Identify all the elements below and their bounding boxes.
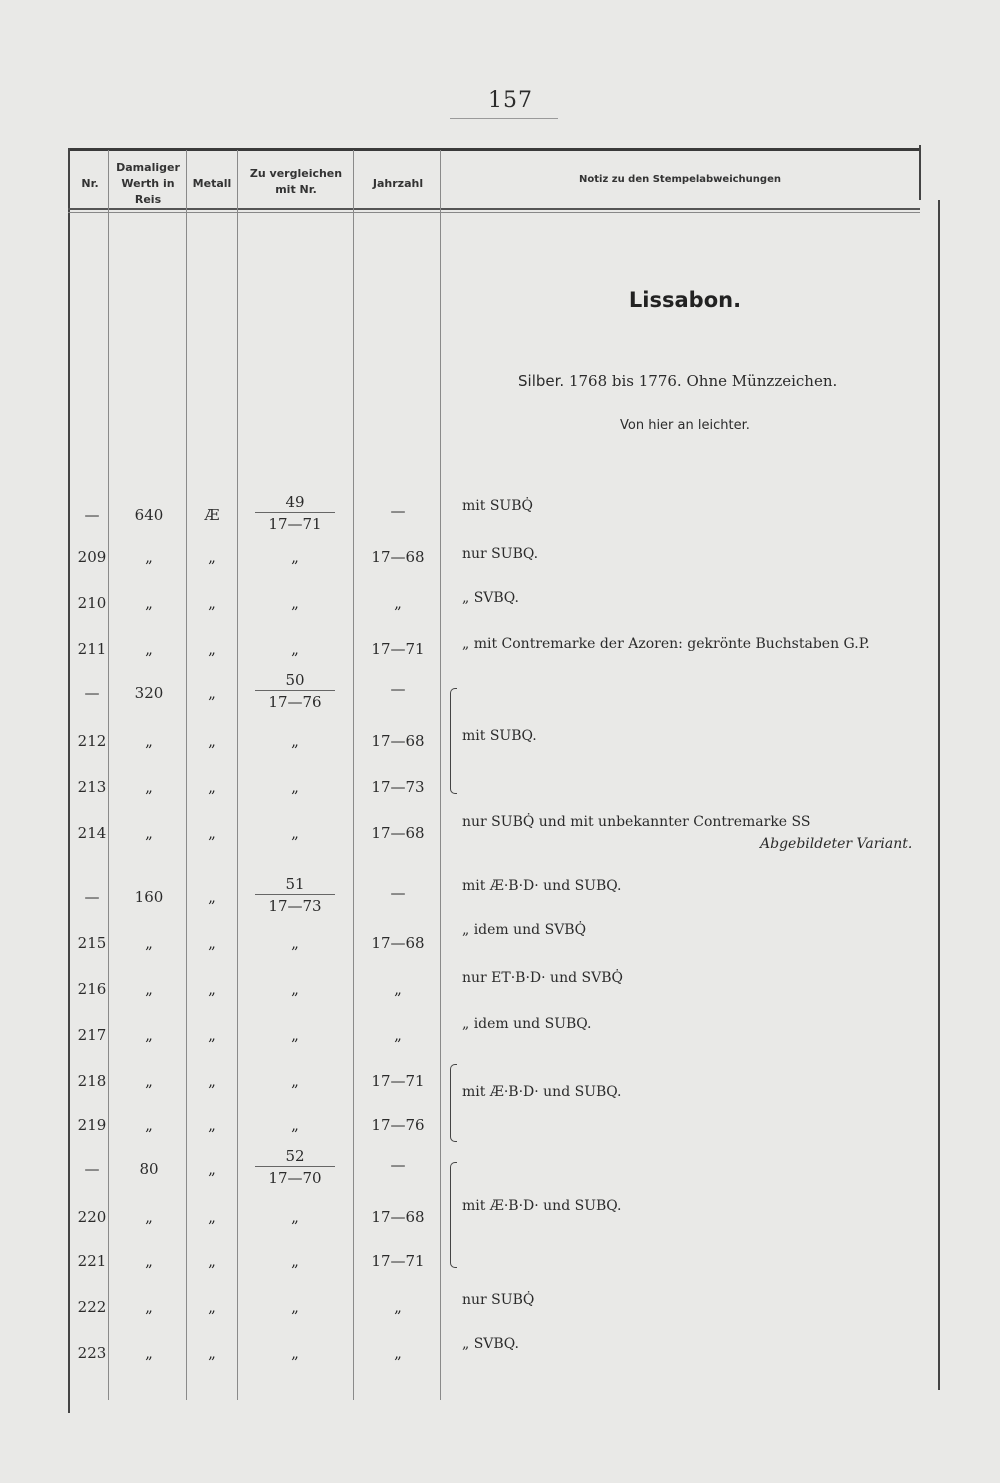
row-werth: 160	[134, 888, 164, 906]
weight-note: Von hier an leichter.	[620, 418, 750, 433]
table-left-rule	[68, 148, 70, 1413]
row-werth: „	[145, 1344, 153, 1362]
row-compare: „	[291, 640, 299, 658]
compare-number: 49	[255, 492, 335, 513]
row-werth: 320	[134, 684, 164, 702]
row-year: „	[394, 1298, 402, 1316]
bracket	[450, 1064, 457, 1142]
row-compare: „	[291, 1026, 299, 1044]
row-metall: „	[208, 1208, 216, 1226]
page-number: 157	[488, 88, 533, 113]
row-nr: 214	[77, 824, 107, 842]
header-werth	[110, 160, 186, 208]
table-right-rule	[938, 200, 940, 1390]
page-number-rule	[450, 118, 558, 119]
row-compare: „	[291, 824, 299, 842]
row-nr: —	[84, 1160, 100, 1178]
row-metall: „	[208, 1344, 216, 1362]
compare-number: 50	[255, 670, 335, 691]
row-compare: „	[291, 594, 299, 612]
row-compare: „	[291, 548, 299, 566]
compare-year: 17—76	[268, 693, 322, 711]
bracket	[450, 688, 457, 794]
row-werth: „	[145, 1298, 153, 1316]
row-werth: „	[145, 640, 153, 658]
row-compare-fraction	[240, 670, 350, 713]
table-right-rule	[919, 145, 921, 200]
row-nr: 209	[77, 548, 107, 566]
row-note: „ idem und SVBQ̇	[462, 922, 587, 938]
compare-year: 17—73	[268, 897, 322, 915]
row-compare: „	[291, 1298, 299, 1316]
row-metall: „	[208, 1116, 216, 1134]
row-note: mit SUBQ̇	[462, 498, 533, 514]
row-nr: 218	[77, 1072, 107, 1090]
row-nr: —	[84, 684, 100, 702]
row-year: 17—68	[371, 934, 425, 952]
compare-number: 52	[255, 1146, 335, 1167]
row-note: nur SUBQ̇ und mit unbekannter Contremarke SS	[462, 814, 811, 830]
row-nr: 222	[77, 1298, 107, 1316]
column-rule	[353, 150, 354, 1400]
row-werth: „	[145, 732, 153, 750]
row-metall: „	[208, 548, 216, 566]
header-divider	[68, 212, 920, 213]
row-nr: —	[84, 506, 100, 524]
row-year: 17—71	[371, 640, 425, 658]
row-werth: „	[145, 1072, 153, 1090]
header-werth-line1: Damaliger	[116, 161, 180, 174]
row-metall: „	[208, 824, 216, 842]
row-year: 17—71	[371, 1072, 425, 1090]
row-werth: „	[145, 548, 153, 566]
row-metall: „	[208, 1072, 216, 1090]
row-metall: „	[208, 684, 216, 702]
row-compare: „	[291, 1208, 299, 1226]
row-nr: 212	[77, 732, 107, 750]
row-year: —	[390, 1156, 406, 1174]
header-compare-line2: mit Nr.	[275, 183, 317, 196]
row-werth: 640	[134, 506, 164, 524]
header-werth-line2: Werth in Reis	[121, 177, 175, 206]
compare-year: 17—71	[268, 515, 322, 533]
row-metall: „	[208, 1252, 216, 1270]
row-year: 17—73	[371, 778, 425, 796]
row-werth: „	[145, 778, 153, 796]
row-year: 17—76	[371, 1116, 425, 1134]
row-werth: „	[145, 1252, 153, 1270]
row-year: —	[390, 502, 406, 520]
row-note: mit SUBQ.	[462, 728, 537, 744]
row-year: —	[390, 680, 406, 698]
header-compare-line1: Zu vergleichen	[249, 167, 343, 180]
header-nr: Nr.	[81, 177, 99, 190]
header-jahrzahl: Jahrzahl	[372, 177, 424, 190]
row-compare: „	[291, 1344, 299, 1362]
row-note: mit Æ·B·D· und SUBQ.	[462, 878, 622, 894]
row-nr: 215	[77, 934, 107, 952]
row-metall: „	[208, 594, 216, 612]
row-year: 17—68	[371, 548, 425, 566]
row-werth: „	[145, 1116, 153, 1134]
row-werth: „	[145, 1208, 153, 1226]
row-metall: „	[208, 778, 216, 796]
mint-note: Ohne Münzzeichen.	[686, 372, 838, 390]
row-year: 17—68	[371, 824, 425, 842]
row-note: mit Æ·B·D· und SUBQ.	[462, 1198, 622, 1214]
row-nr: 220	[77, 1208, 107, 1226]
row-nr: 223	[77, 1344, 107, 1362]
year-range: 1768 bis 1776.	[568, 372, 682, 390]
row-metall: „	[208, 640, 216, 658]
column-rule	[237, 150, 238, 1400]
row-year: „	[394, 1026, 402, 1044]
section-title: Lissabon.	[628, 288, 742, 312]
row-nr: 210	[77, 594, 107, 612]
row-werth: „	[145, 824, 153, 842]
row-metall: „	[208, 888, 216, 906]
compare-year: 17—70	[268, 1169, 322, 1187]
column-rule	[440, 150, 441, 1400]
row-compare: „	[291, 980, 299, 998]
row-year: „	[394, 980, 402, 998]
header-notiz: Notiz zu den Stempelabweichungen	[579, 174, 781, 185]
row-compare: „	[291, 1252, 299, 1270]
row-compare: „	[291, 1116, 299, 1134]
compare-number: 51	[255, 874, 335, 895]
row-note-italic: Abgebildeter Variant.	[760, 836, 913, 852]
row-nr: 213	[77, 778, 107, 796]
row-note: nur SUBQ̇	[462, 1292, 535, 1308]
metal-label: Silber.	[518, 372, 565, 390]
row-werth: 80	[139, 1160, 159, 1178]
row-werth: „	[145, 594, 153, 612]
row-note: nur SUBQ.	[462, 546, 539, 562]
row-year: „	[394, 1344, 402, 1362]
row-compare: „	[291, 1072, 299, 1090]
bracket	[450, 1162, 457, 1268]
row-werth: „	[145, 980, 153, 998]
row-metall: „	[208, 934, 216, 952]
row-note: „ SVBQ.	[462, 590, 519, 606]
row-nr: 221	[77, 1252, 107, 1270]
row-compare: „	[291, 778, 299, 796]
row-nr: 216	[77, 980, 107, 998]
column-rule	[186, 150, 187, 1400]
row-note: mit Æ·B·D· und SUBQ.	[462, 1084, 622, 1100]
row-compare: „	[291, 934, 299, 952]
row-nr: 217	[77, 1026, 107, 1044]
row-werth: „	[145, 1026, 153, 1044]
row-metall: „	[208, 1026, 216, 1044]
row-note: „ mit Contremarke der Azoren: gekrönte Buchstaben G.P.	[462, 636, 870, 652]
row-nr: —	[84, 888, 100, 906]
row-compare-fraction	[240, 1146, 350, 1189]
header-compare	[240, 166, 352, 198]
row-year: „	[394, 594, 402, 612]
header-metall: Metall	[192, 177, 232, 190]
row-note: „ SVBQ.	[462, 1336, 519, 1352]
row-note: nur ET·B·D· und SVBQ̇	[462, 970, 623, 986]
row-year: —	[390, 884, 406, 902]
row-year: 17—68	[371, 732, 425, 750]
row-nr: 211	[77, 640, 107, 658]
row-nr: 219	[77, 1116, 107, 1134]
header-divider	[68, 208, 920, 210]
row-metall: „	[208, 1160, 216, 1178]
row-compare-fraction	[240, 874, 350, 917]
row-compare: „	[291, 732, 299, 750]
row-metall: Æ	[204, 506, 220, 524]
row-note: „ idem und SUBQ.	[462, 1016, 592, 1032]
row-year: 17—68	[371, 1208, 425, 1226]
row-metall: „	[208, 1298, 216, 1316]
section-subtitle	[518, 372, 837, 390]
row-metall: „	[208, 980, 216, 998]
row-compare-fraction	[240, 492, 350, 535]
row-metall: „	[208, 732, 216, 750]
row-year: 17—71	[371, 1252, 425, 1270]
row-werth: „	[145, 934, 153, 952]
